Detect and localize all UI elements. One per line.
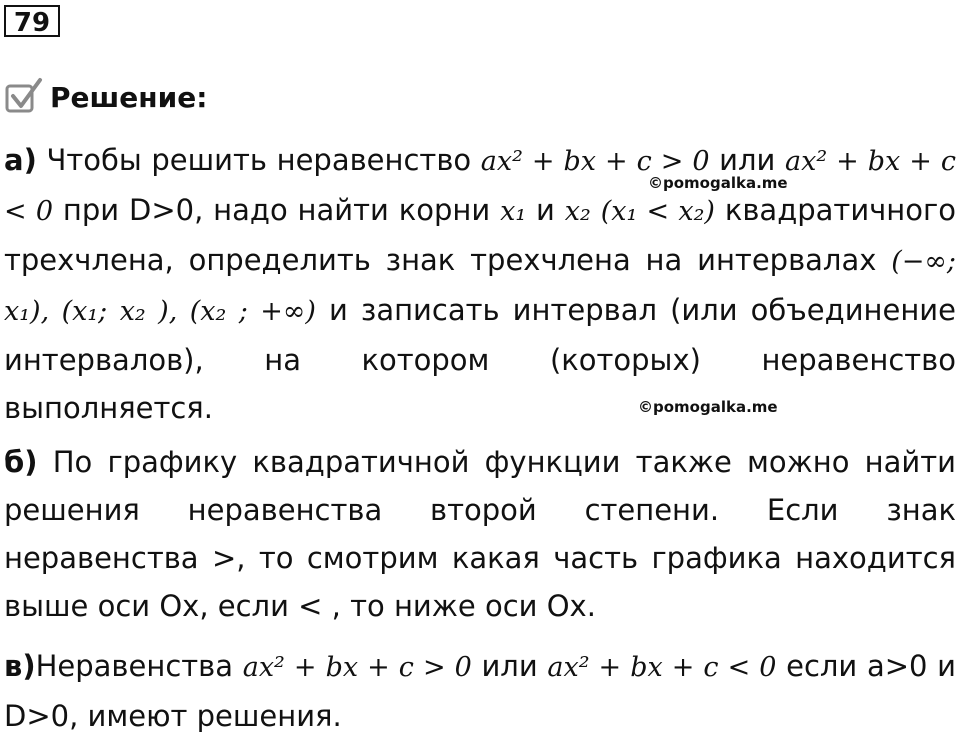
text-v-1: Неравенства — [35, 649, 243, 683]
text-a-5 — [591, 193, 601, 227]
intervals: (−∞; x₁), (x₁; x₂ ), (x₂ ; +∞) — [4, 246, 956, 327]
label-v: в) — [4, 649, 36, 683]
roots-order: (x₁ < x₂) — [600, 196, 715, 227]
formula-v-2: ax² + bx + c < 0 — [547, 652, 777, 683]
solution-heading: Решение: — [50, 80, 208, 114]
checkbox-check-icon — [4, 77, 44, 117]
label-b: б) — [4, 445, 38, 479]
watermark: ©pomogalka.me — [648, 174, 788, 192]
text-a-7: и записать интервал (или объединение интервалов), на котором (которых) неравенство выполняется. — [4, 293, 956, 425]
root-x1: x₁ — [500, 196, 527, 227]
text-v-3: если а>0 и D>0, имеют решения. — [4, 649, 956, 733]
text-a-4: и — [526, 193, 565, 227]
task-number: 79 — [4, 5, 60, 37]
text-a-2: или — [709, 143, 786, 177]
paragraph-b — [4, 438, 956, 630]
paragraph-v — [4, 642, 956, 740]
formula-v-1: ax² + bx + c > 0 — [242, 652, 472, 683]
formula-a-2: ax² + bx + c < 0 — [4, 146, 956, 227]
text-a-3: при D>0, надо найти корни — [53, 193, 501, 227]
text-a-6: квадратичного трехчлена, определить знак трехчлена на интервалах — [4, 193, 956, 277]
root-x2: x₂ — [564, 196, 591, 227]
solution-heading-row — [4, 75, 207, 119]
label-a: а) — [4, 143, 37, 177]
watermark: ©pomogalka.me — [638, 398, 778, 416]
text-v-2: или — [471, 649, 548, 683]
text-a-1: Чтобы решить неравенство — [36, 143, 481, 177]
paragraph-a — [4, 136, 956, 432]
formula-a-1: ax² + bx + c > 0 — [480, 146, 710, 177]
text-b: По графику квадратичной функции также можно найти решения неравенства второй степени. Если знак неравенства >, то смотрим какая часть графика находится выше оси Ох, если < , то ниже оси Ох. — [4, 445, 956, 623]
